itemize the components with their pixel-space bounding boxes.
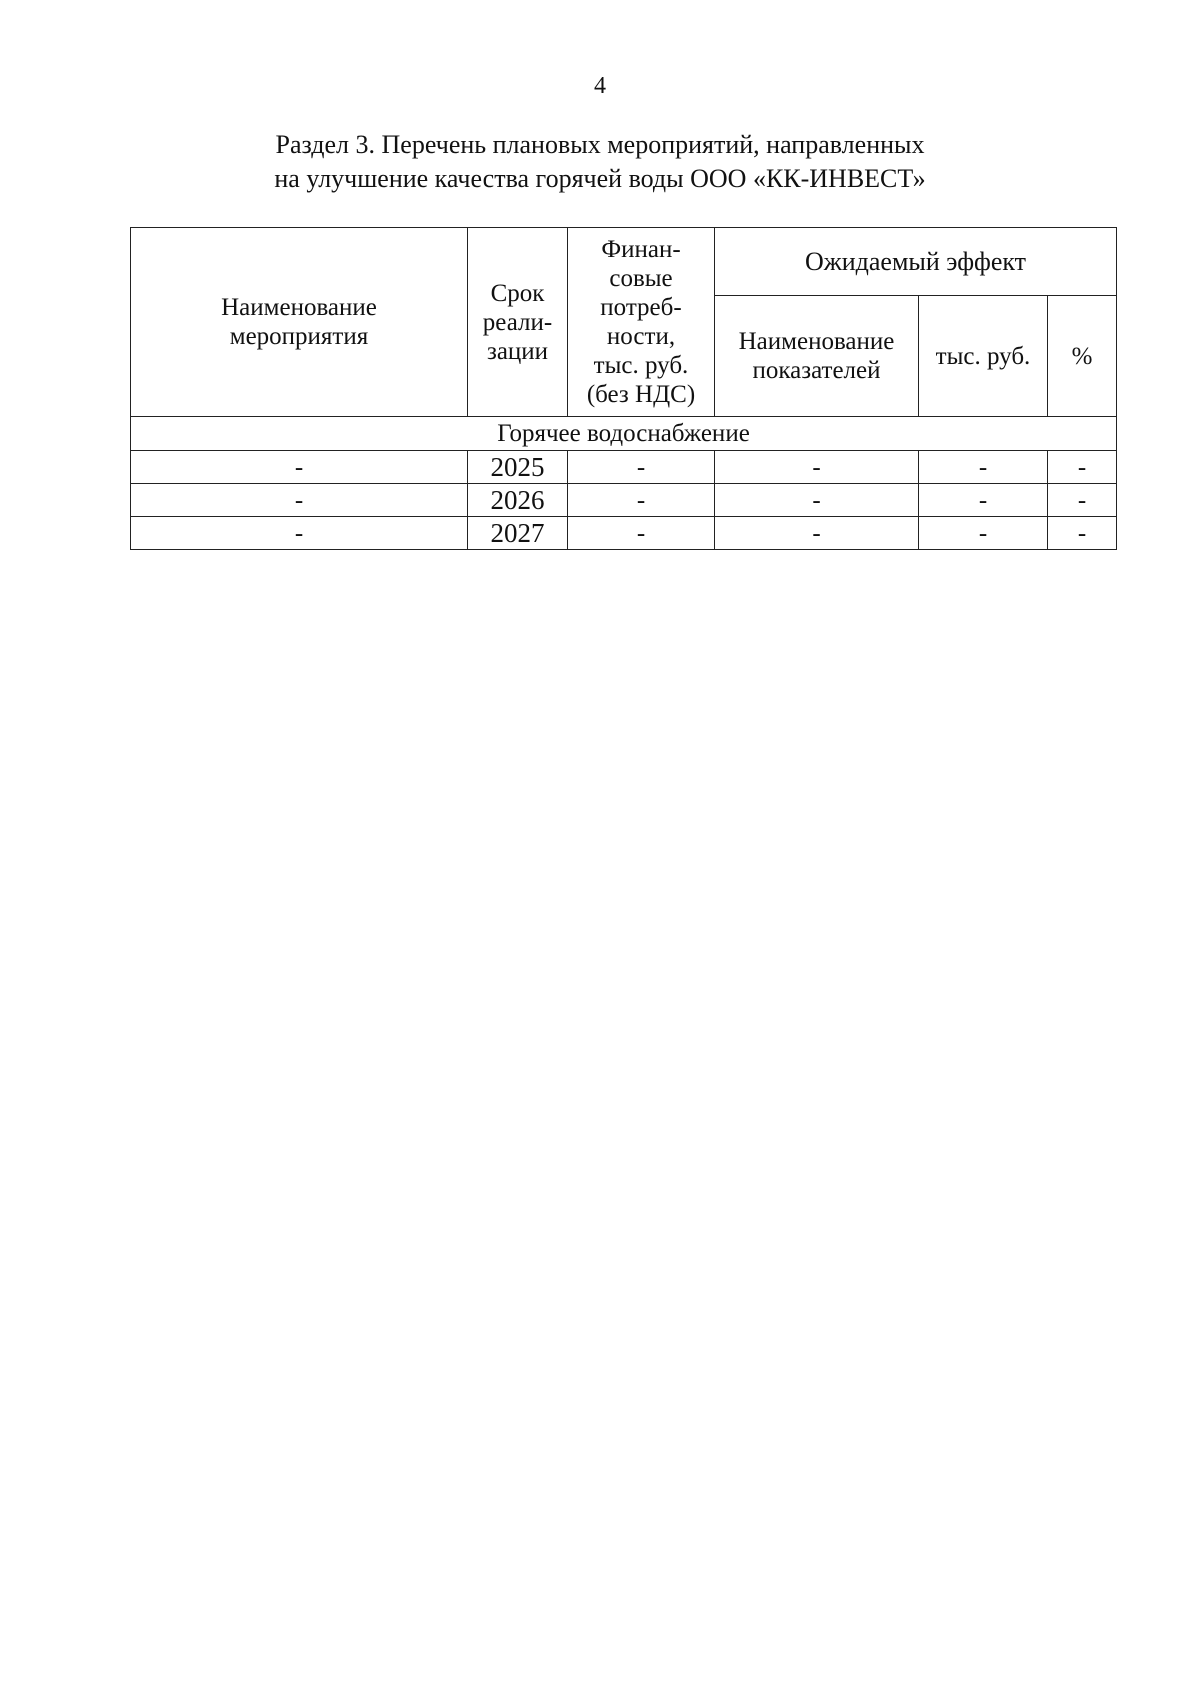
- cell-finance: -: [568, 517, 715, 550]
- cell-finance: -: [568, 484, 715, 517]
- measures-table: [130, 227, 1117, 550]
- table-row: [131, 517, 1117, 550]
- cell-percent: -: [1048, 484, 1117, 517]
- cell-measure-name: -: [131, 451, 468, 484]
- cell-year: 2027: [468, 517, 568, 550]
- cell-finance: -: [568, 451, 715, 484]
- table-row: [131, 484, 1117, 517]
- section-label: Горячее водоснабжение: [131, 417, 1117, 451]
- header-percent: %: [1048, 296, 1117, 417]
- cell-year: 2025: [468, 451, 568, 484]
- cell-measure-name: -: [131, 517, 468, 550]
- cell-indicator: -: [715, 484, 919, 517]
- cell-indicator: -: [715, 451, 919, 484]
- header-finance: Финан- совые потреб- ности, тыс. руб. (без НДС): [568, 228, 715, 417]
- section-row: [131, 417, 1117, 451]
- header-indicator-name: Наименование показателей: [715, 296, 919, 417]
- header-term: Срок реали- зации: [468, 228, 568, 417]
- cell-percent: -: [1048, 517, 1117, 550]
- page-number: 4: [594, 73, 606, 99]
- header-expected-effect: Ожидаемый эффект: [715, 228, 1117, 296]
- cell-year: 2026: [468, 484, 568, 517]
- section-heading: [0, 128, 1200, 196]
- cell-percent: -: [1048, 451, 1117, 484]
- section-heading-line-1: Раздел 3. Перечень плановых мероприятий, направленных: [275, 130, 925, 159]
- cell-thousand-rub: -: [919, 451, 1048, 484]
- header-thousand-rub: тыс. руб.: [919, 296, 1048, 417]
- cell-thousand-rub: -: [919, 517, 1048, 550]
- cell-indicator: -: [715, 517, 919, 550]
- section-heading-line-2: на улучшение качества горячей воды ООО «КК-ИНВЕСТ»: [274, 164, 926, 193]
- header-row: [131, 228, 1117, 296]
- cell-thousand-rub: -: [919, 484, 1048, 517]
- cell-measure-name: -: [131, 484, 468, 517]
- header-measure-name: Наименование мероприятия: [131, 228, 468, 417]
- table-row: [131, 451, 1117, 484]
